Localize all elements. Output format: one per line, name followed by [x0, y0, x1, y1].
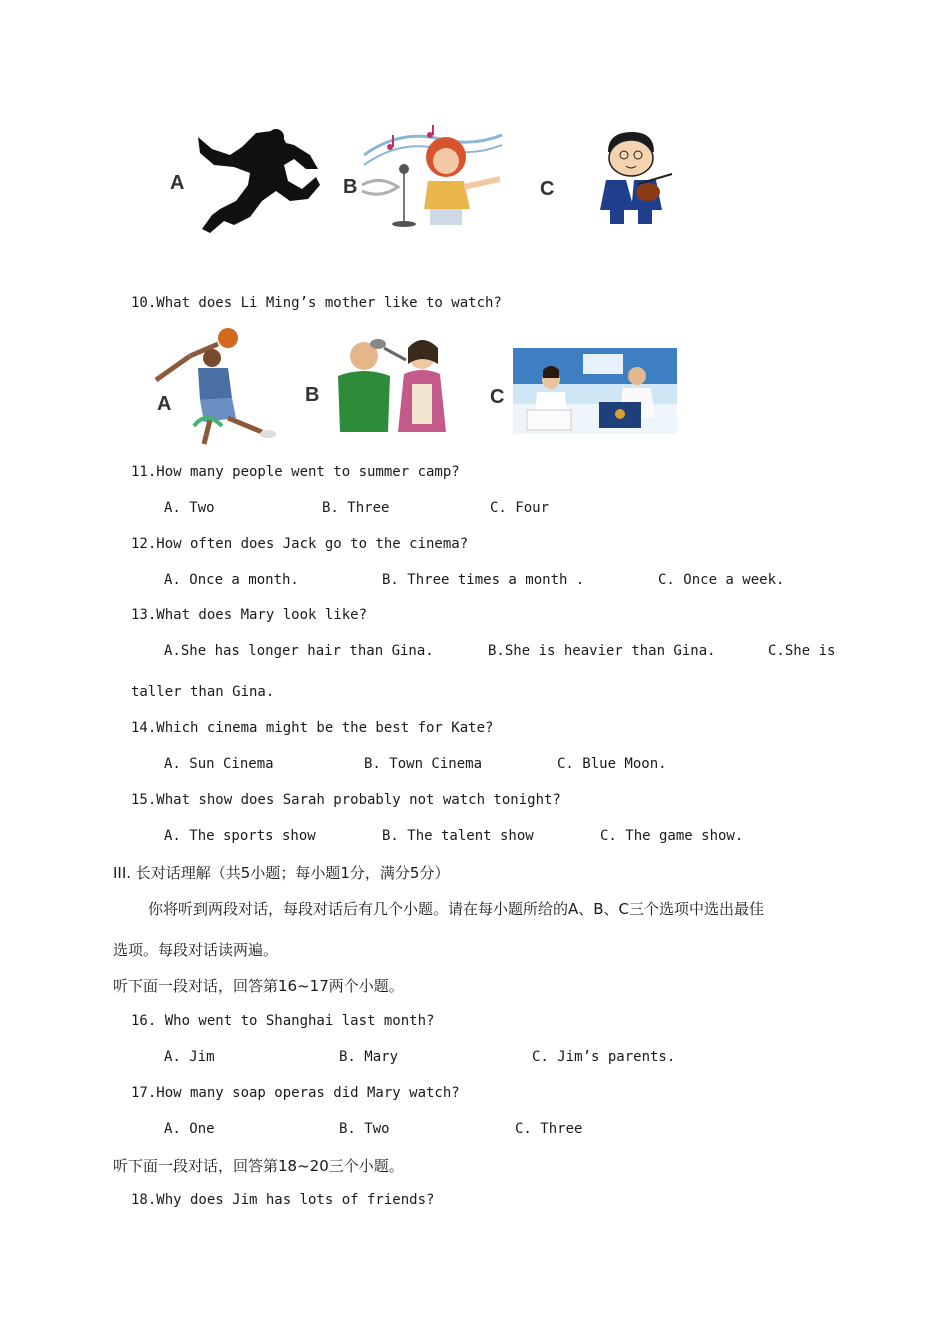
option-a: A. Sun Cinema [164, 756, 274, 772]
option-a: A.She has longer hair than Gina. [164, 643, 434, 659]
singer-cartoon-image [360, 125, 505, 228]
option-a: A. Two [164, 500, 215, 516]
option-b: B.She is heavier than Gina. [488, 643, 716, 659]
question-13: 13.What does Mary look like? [131, 607, 368, 623]
option-a-letter: A [170, 172, 185, 194]
option-b-letter: B [343, 176, 358, 198]
option-c: C. Four [490, 500, 550, 516]
option-c: C. Once a week. [658, 572, 785, 588]
section-heading: III. 长对话理解（共5小题；每小题1分，满分5分） [113, 864, 450, 882]
question-18: 18.Why does Jim has lots of friends? [131, 1192, 435, 1208]
option-b: B. Three [322, 500, 390, 516]
option-a: A. The sports show [164, 828, 316, 844]
option-c: C. Jim’s parents. [532, 1049, 676, 1065]
option-b: B. Mary [339, 1049, 399, 1065]
option-a: A. Once a month. [164, 572, 299, 588]
question-15: 15.What show does Sarah probably not watch tonight? [131, 792, 561, 808]
question-14: 14.Which cinema might be the best for Kate? [131, 720, 494, 736]
option-b: B. Two [339, 1121, 390, 1137]
question-17: 17.How many soap operas did Mary watch? [131, 1085, 460, 1101]
dialog-1-intro: 听下面一段对话，回答第16~17两个小题。 [113, 977, 404, 995]
question-12: 12.How often does Jack go to the cinema? [131, 536, 469, 552]
option-c-continued: taller than Gina. [131, 684, 275, 700]
option-b: B. Three times a month . [382, 572, 585, 588]
option-c-letter: C [490, 386, 505, 408]
option-b-letter: B [305, 384, 320, 406]
option-a: A. One [164, 1121, 215, 1137]
option-c: C.She is [768, 643, 836, 659]
option-a-letter: A [157, 393, 172, 415]
comedy-skit-image [326, 330, 466, 432]
question-16: 16. Who went to Shanghai last month? [131, 1013, 435, 1029]
option-c-letter: C [540, 178, 555, 200]
option-a: A. Jim [164, 1049, 215, 1065]
question-11: 11.How many people went to summer camp? [131, 464, 460, 480]
section-instructions-continued: 选项。每段对话读两遍。 [113, 941, 279, 959]
interview-show-image [513, 348, 677, 434]
option-c: C. Three [515, 1121, 583, 1137]
question-10: 10.What does Li Ming’s mother like to watch? [131, 295, 502, 311]
dialog-2-intro: 听下面一段对话，回答第18~20三个小题。 [113, 1157, 404, 1175]
violinist-cartoon-image [588, 128, 678, 228]
option-c: C. Blue Moon. [557, 756, 667, 772]
option-c: C. The game show. [600, 828, 744, 844]
section-instructions: 你将听到两段对话，每段对话后有几个小题。请在每小题所给的A、B、C三个选项中选出最佳 [148, 900, 765, 918]
option-b: B. The talent show [382, 828, 534, 844]
basketball-player-image [150, 326, 292, 448]
dancer-silhouette-image [190, 125, 322, 235]
option-b: B. Town Cinema [364, 756, 483, 772]
